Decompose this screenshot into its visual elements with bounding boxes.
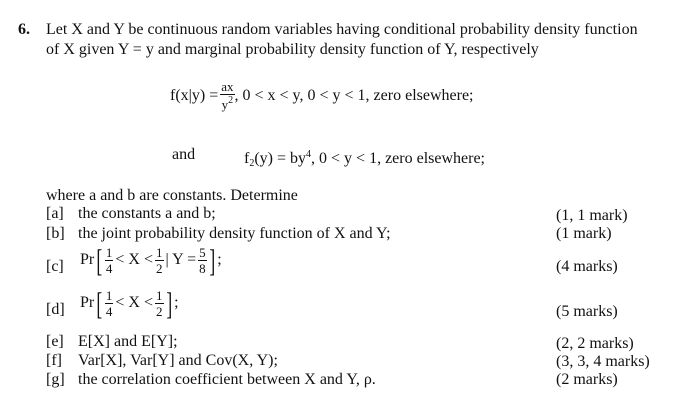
marginal-pdf-subscript: 2: [249, 158, 255, 169]
part-c-f2-den: 2: [156, 260, 163, 276]
part-a-label: [a]: [46, 205, 64, 222]
part-d-end: ;: [174, 294, 179, 311]
part-c-right-bracket: ]: [208, 242, 215, 278]
part-c-f3-den: 8: [199, 260, 206, 276]
part-c-fraction-2: [155, 246, 164, 275]
conditional-pdf-condition: , 0 < x < y, 0 < y < 1, zero elsewhere;: [234, 86, 474, 104]
conditional-pdf-denominator-exp: 2: [228, 95, 234, 106]
part-b-marks: (1 mark): [556, 225, 612, 242]
part-d-expression: [80, 287, 179, 319]
conditional-pdf-numerator: ax: [221, 79, 234, 94]
marginal-pdf-condition: , 0 < y < 1, zero elsewhere;: [311, 150, 485, 167]
part-c-f2-num: 1: [156, 244, 163, 260]
part-c-end: ;: [217, 251, 222, 268]
conditional-pdf-fraction: [220, 80, 234, 111]
conditional-pdf-denominator-wrap: [222, 95, 234, 111]
part-c-f1-den: 4: [105, 260, 113, 276]
part-d-marks: (5 marks): [556, 303, 618, 320]
part-f-marks: (3, 3, 4 marks): [556, 353, 650, 370]
part-c-pr: Pr: [80, 251, 95, 268]
part-d-f1-den: 4: [105, 303, 113, 319]
part-d-fraction-2: [155, 289, 164, 318]
part-c-expression: [80, 244, 222, 276]
part-e-marks: (2, 2 marks): [556, 335, 634, 352]
part-e-label: [e]: [46, 333, 64, 350]
marginal-pdf-exponent: 4: [306, 149, 312, 160]
marginal-pdf-f: f: [244, 150, 250, 167]
part-d-pr: Pr: [80, 294, 95, 311]
question-intro-line-1: Let X and Y be continuous random variables having conditional probability density function: [46, 21, 638, 38]
part-a-marks: (1, 1 mark): [556, 207, 628, 224]
part-g-marks: (2 marks): [556, 371, 618, 388]
part-d-mid: < X <: [115, 294, 153, 311]
part-g-text: the correlation coefficient between X and Y, ρ.: [78, 371, 376, 388]
part-d-label: [d]: [46, 301, 65, 318]
part-d-right-bracket: ]: [165, 285, 172, 321]
part-e-text: E[X] and E[Y];: [78, 333, 178, 350]
part-g-label: [g]: [46, 371, 65, 388]
part-c-left-bracket: [: [96, 242, 103, 278]
conditional-pdf-equation: [170, 80, 474, 111]
part-b-text: the joint probability density function of X and Y;: [78, 225, 391, 242]
part-f-label: [f]: [46, 352, 62, 369]
marginal-pdf-equation: [244, 146, 485, 173]
part-d-f2-den: 2: [156, 303, 163, 319]
part-d-f1-num: 1: [105, 287, 113, 303]
question-number: 6.: [18, 21, 30, 38]
part-c-f1-num: 1: [105, 244, 113, 260]
part-c-label: [c]: [46, 258, 64, 275]
conditional-pdf-lhs: f(x|y) =: [170, 86, 219, 104]
determine-text: where a and b are constants. Determine: [46, 187, 298, 204]
part-c-fraction-3: [198, 246, 207, 275]
conditional-pdf-denominator: y: [221, 97, 229, 112]
part-c-mid: < X <: [115, 251, 153, 268]
part-c-fraction-1: [105, 246, 114, 275]
question-intro-line-2: of X given Y = y and marginal probability density function of Y, respectively: [46, 41, 539, 58]
marginal-pdf-argument: (y) = by: [254, 150, 307, 167]
part-a-text: the constants a and b;: [78, 205, 216, 222]
part-d-f2-num: 1: [156, 287, 163, 303]
part-c-given: | Y =: [165, 251, 197, 268]
part-d-left-bracket: [: [96, 285, 103, 321]
part-b-label: [b]: [46, 225, 65, 242]
and-label: and: [172, 146, 196, 163]
part-d-fraction-1: [105, 289, 114, 318]
part-f-text: Var[X], Var[Y] and Cov(X, Y);: [78, 352, 278, 369]
part-c-f3-num: 5: [199, 244, 206, 260]
part-c-marks: (4 marks): [556, 258, 618, 275]
